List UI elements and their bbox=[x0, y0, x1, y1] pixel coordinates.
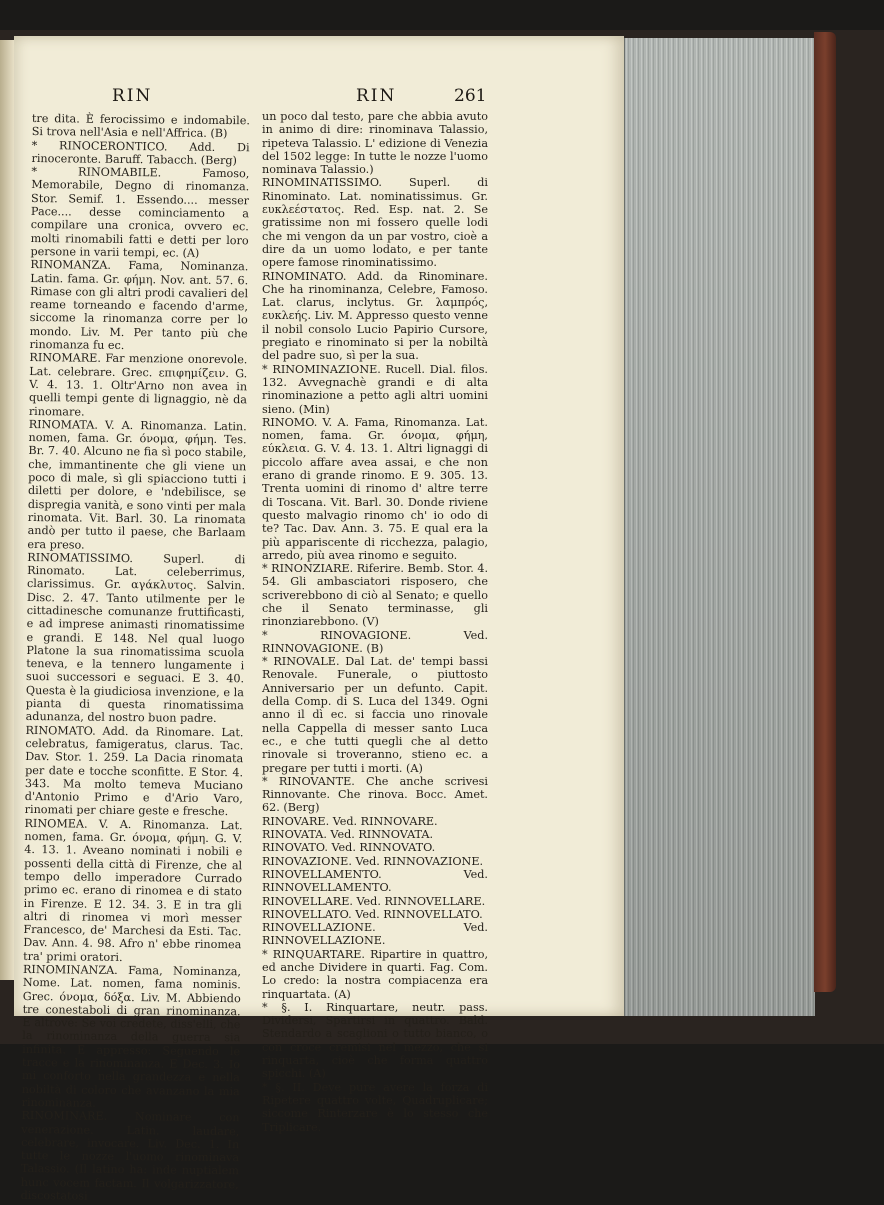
left-column-entry: * RINOMABILE. Famoso, Memorabile, Degno di rinomanza. Stor. Semif. 1. Essendo.... messer Pace.... desse cominciamento a compilare una cronica, ovvero ec. molti rinomabili fatti e detti per loro persone in varii tempi, ec. (A) bbox=[30, 165, 250, 260]
right-column-entry: RINOVATA. Ved. RINNOVATA. bbox=[262, 828, 434, 842]
left-page-edge bbox=[0, 40, 15, 980]
right-column-entry: * §. II. Deve pure avere la forza di Ripetere quattro volte, Quadruplicare; siccome Rinterzare è lo stesso che Triplicare. bbox=[262, 1080, 488, 1134]
left-column-entry: RINOMARE. Far menzione onorevole. Lat. celebrare. Grec. επιφημίζειν. G. V. 4. 13. 1. Oltr'Arno non avea in quelli tempi gente di lignaggio, nè da rinomare. bbox=[28, 351, 248, 419]
right-column-entry: RINOMINATISSIMO. Superl. di Rinominato. Lat. nominatissimus. Gr. ευκλεέστατος. Red. Esp. nat. 2. Se gratissime non mi fossero quelle lodi che mi vengon da un par vostro, cioè a dire da un uomo lodato, e per tante opere famose rinominatissimo. bbox=[262, 176, 488, 270]
right-column-entry: RINOVELLAZIONE. Ved. RINNOVELLAZIONE. bbox=[262, 921, 488, 948]
left-column-entry: RINOMATA. V. A. Rinomanza. Latin. nomen, fama. Gr. όνομα, φήμη. Tes. Br. 7. 40. Alcuno ne fia sì poco stabile, che, immantinente che gli viene un poco di male, sì gli spiacciono tutti i diletti per dolore, e 'ndebilisce, se dispregia vanità, e sono vinti per mala rinomata. Vit. Barl. 30. La rinomata andò per tutto il paese, che Barlaam era preso. bbox=[27, 417, 247, 552]
right-column-entry: RINOVELLAMENTO. Ved. RINNOVELLAMENTO. bbox=[262, 867, 488, 895]
right-column-entry: * RINONZIARE. Riferire. Bemb. Stor. 4. 54. Gli ambasciatori risposero, che scriverebbono di ciò al Senato; e quello che il Senato terminasse, gli rinonziarebbono. (V) bbox=[262, 562, 489, 629]
right-column-entry: RINOVELLARE. Ved. RINNOVELLARE. bbox=[262, 894, 486, 908]
page-number: 261 bbox=[454, 86, 487, 106]
right-column-entry: * RINQUARTARE. Ripartire in quattro, ed anche Dividere in quarti. Fag. Com. Lo credo: la nostra compiacenza era rinquartata. (A) bbox=[262, 947, 488, 1001]
left-column-entry: RINOMEA. V. A. Rinomanza. Lat. nomen, fama. Gr. όνομα, φήμη. G. V. 4. 13. 1. Aveano nominati i nobili e possenti della città di Firenze, che al tempo dello imperadore Currado primo ec. erano di rinomea e di stato in Firenze. E 12. 34. 3. E in tra gli altri di rinomea vi morì messer Francesco, de' Marchesi da Esti. Tac. Dav. Ann. 4. 98. Afro n' ebbe rinomea tra' primi oratori. bbox=[23, 816, 243, 964]
right-column-entry: RINOMINATO. Add. da Rinominare. Che ha rinominanza, Celebre, Famoso. Lat. clarus, inclytus. Gr. λαμπρός, ευκλεής. Liv. M. Appresso questo venne il nobil consolo Lucio Papirio Cursore, pregiato e rinominato si per la nobiltà del padre suo, sì per la sua. bbox=[262, 269, 488, 363]
book-cover-edge bbox=[814, 32, 836, 992]
right-column-entry: * RINOVAGIONE. Ved. RINNOVAGIONE. (B) bbox=[262, 628, 488, 655]
right-column-entry: RINOVAZIONE. Ved. RINNOVAZIONE. bbox=[262, 854, 484, 868]
right-column-entry: * RINOVALE. Dal Lat. de' tempi bassi Renovale. Funerale, o piuttosto Anniversario per un defunto. Capit. della Comp. di S. Luca del 1349. Ogni anno il dì ec. si faccia uno rinovale nella Cappella di messer santo Luca ec., e che tutti quegli che al detto rinovale si troveranno, stieno ec. a pregare per tutti i morti. (A) bbox=[262, 655, 488, 775]
right-column-entry: RINOMO. V. A. Fama, Rinomanza. Lat. nomen, fama. Gr. όνομα, φήμη, εύκλεια. G. V. 4. 13. 1. Altri lignaggi di piccolo affare avea assai, e che non erano di grande rinomo. E 9. 305. 13. Trenta uomini di rinomo d' altre terre di Toscana. Vit. Barl. 30. Donde riviene questo malvagio rinomo ch' io odo di te? Tac. Dav. Ann. 3. 75. E qual era la più appariscente di ricchezza, palagio, arredo, più avea rinomo e seguito. bbox=[262, 415, 488, 562]
left-column-entry: RINOMANZA. Fama, Nominanza. Latin. fama. Gr. φήμη. Nov. ant. 57. 6. Rimase con gli altri prodi cavalieri del reame torneando e facendo d'arme, siccome la rinomanza corre per lo mondo. Liv. M. Per tanto più che rinomanza fu ec. bbox=[29, 258, 249, 353]
right-column-entry: un poco dal testo, pare che abbia avuto in animo di dire: rinominava Talassio, ripeteva Talassio. L' edizione di Venezia del 1502 legge: In tutte le nozze l'uomo nominava Talassio.) bbox=[262, 110, 488, 177]
running-header-center: RIN bbox=[356, 86, 397, 106]
left-column-entry: RINOMINARE. Nominare con venerazione. Latin. laudare, celebrare, invocare. Liv. Dec. 1. In tutte le nozze l'uomo rinominava Talassio. (Il latino ha: inde nuptialem hunc vocem factam. Il volgarizzatore, discostatosi bbox=[20, 1109, 240, 1203]
right-column-entry: RINOVATO. Ved. RINNOVATO. bbox=[262, 841, 436, 855]
left-column-entry: tre dita. È ferocissimo e indomabile. Si trova nell'Asia e nell'Affrica. (B) bbox=[31, 112, 250, 141]
left-column-entry: RINOMINANZA. Fama, Nominanza, Nome. Lat. nomen, fama nominis. Grec. όνομα, δόξα. Liv. M. Abbiendo tre conestaboli di gran rinominanza. E altrove: Se voi credete, diss'elli, che la rinominanza della guerra sia infinita. E appresso: Seguendo le tracce e la rinominanza. E Dec. 3. Io mi conforto nella grandezza e nella nobiltà di coloro che avanzano la mia rinominanza. bbox=[21, 962, 242, 1110]
right-column-entry: * §. I. Rinquartare, neutr. pass. Dividersi, Spartirsi in quattro. Bald. Stendardo a scaglioni o tutto bianco, o con croce cremisi nel mezzo, che si rinquarta, cioè che forma quattro spicchi. (A) bbox=[262, 1000, 488, 1081]
right-column-entry: * RINOVANTE. Che anche scrivesi Rinnovante. Che rinova. Bocc. Amet. 62. (Berg) bbox=[262, 774, 488, 815]
right-column-entry: RINOVARE. Ved. RINNOVARE. bbox=[262, 814, 438, 828]
dictionary-column-right bbox=[262, 110, 488, 1134]
left-column-entry: RINOMATO. Add. da Rinomare. Lat. celebratus, famigeratus, clarus. Tac. Dav. Stor. 1. 259. La Dacia rinomata per date e tocche sconfitte. E Stor. 4. 343. Ma molto temeva Muciano d'Antonio Primo e d'Ario Varo, rinomati per chiare geste e fresche. bbox=[24, 723, 244, 819]
dictionary-column-left bbox=[21, 112, 250, 1205]
running-header-left: RIN bbox=[112, 86, 153, 106]
left-column-entry: * RINOCERONTICO. Add. Di rinoceronte. Baruff. Tabacch. (Berg) bbox=[31, 138, 250, 168]
right-column-entry: RINOVELLATO. Ved. RINNOVELLATO. bbox=[262, 907, 483, 921]
left-column-entry: RINOMATISSIMO. Superl. di Rinomato. Lat. celeberrimus, clarissimus. Gr. αγάκλυτος. Salvin. Disc. 2. 47. Tanto utilmente per le cittadinesche comunanze fruttificasti, e ad imprese animasti rinomatissime e grandi. E 148. Nel qual luogo Platone la sua rinomatissima scuola teneva, e la tennero lungamente i suoi successori e seguaci. E 3. 40. Questa è la giudiciosa invenzione, e la pianta di questa rinomatissima adunanza, del nostro buon padre. bbox=[25, 550, 246, 726]
page-block-edges bbox=[624, 38, 815, 1016]
right-column-entry: * RINOMINAZIONE. Rucell. Dial. filos. 132. Avvegnachè grandi e di alta rinominazione a petto agli altri uomini sieno. (Min) bbox=[262, 362, 488, 416]
